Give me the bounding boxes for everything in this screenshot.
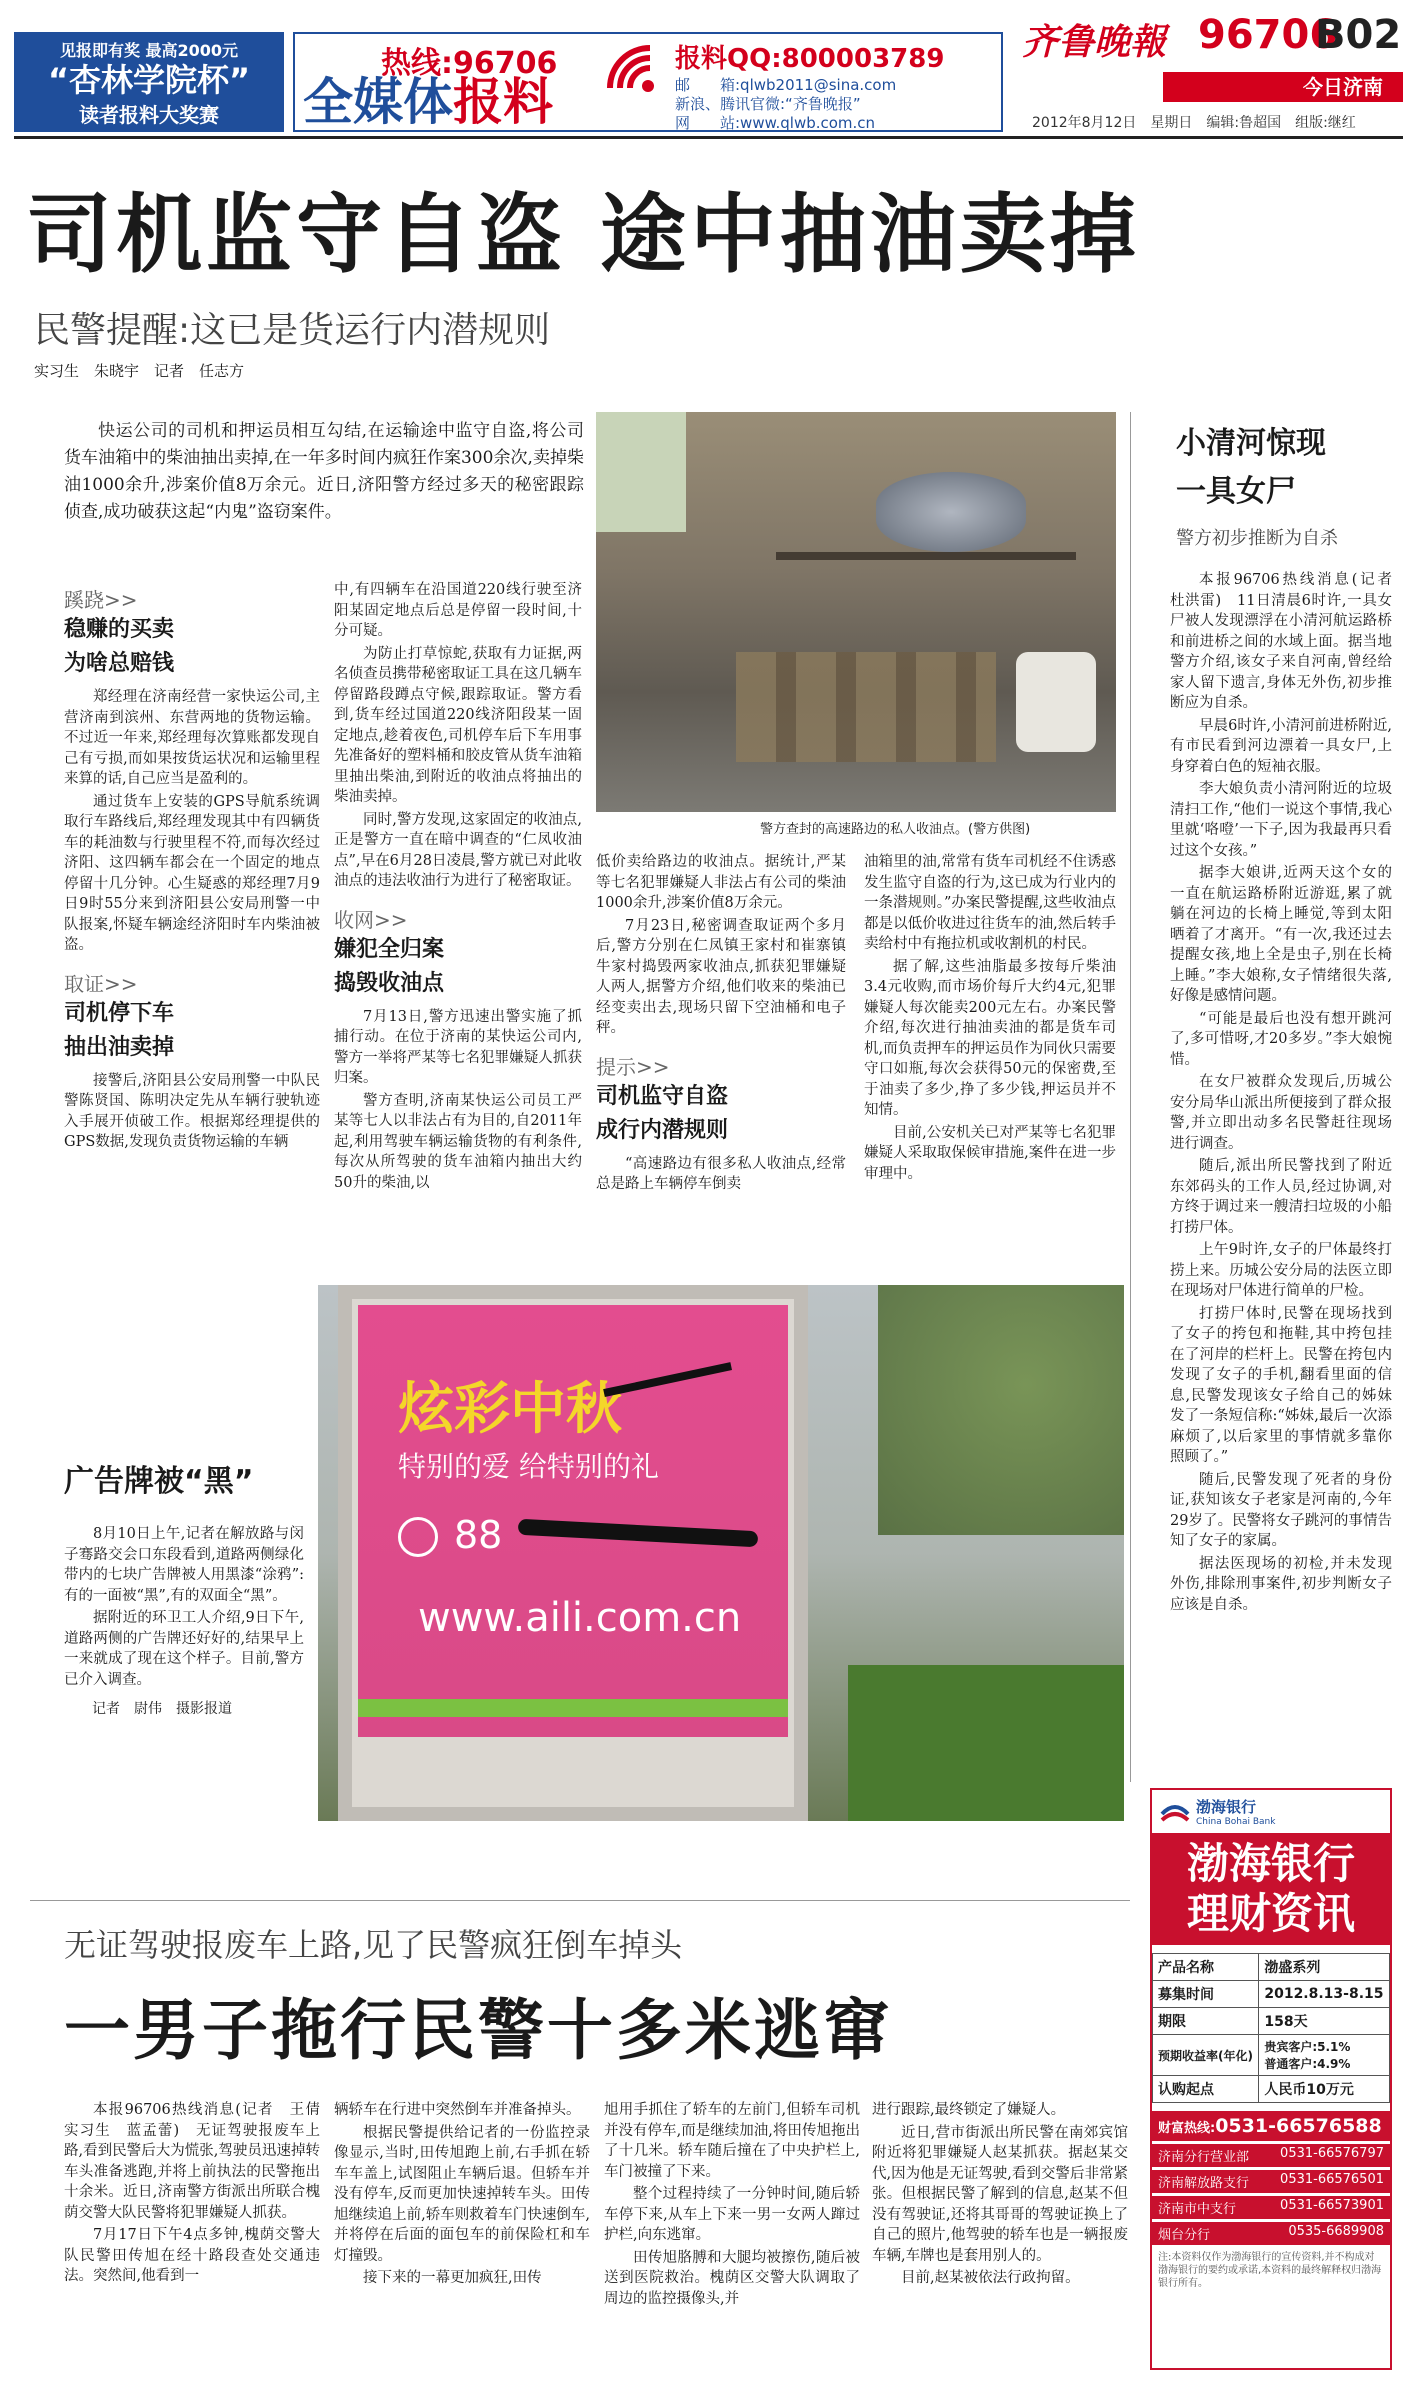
branch-phone: 0531-66573901 [1280,2198,1384,2213]
photo-white-can [1016,652,1096,752]
ad-min-row [1153,2076,1390,2103]
masthead [0,0,1417,140]
hotline-number: 96706 [453,46,558,81]
billboard-text-2: 特别的爱 给特别的礼 [398,1450,659,1483]
lead-in-1: 蹊跷>> [64,588,138,612]
date: 2012年8月12日 [1032,115,1137,131]
bottom-kicker: 无证驾驶报废车上路,见了民警疯狂倒车掉头 [64,1926,683,1964]
billboard-photo [318,1285,1124,1821]
photo-credit: 记者 尉伟 摄影报道 [92,1701,232,1717]
branch-phone: 0531-66576797 [1280,2146,1384,2161]
branch-name: 济南分行营业部 [1158,2150,1250,2165]
section-banner: 今日济南 [1163,72,1403,102]
paragraph: 通过货车上安装的GPS导航系统调取行车路线后,郑经理发现其中有四辆货车的耗油数与行驶里程不符,而每次经过济阳、这四辆车都会在一个固定的地点停留十几分钟。心生疑惑的郑经理7月9日9时55分来到济阳县公安局刑警一中队报案,怀疑车辆途经济阳时车内柴油被盗。 [64,793,320,953]
weibo-line: 新浪、腾讯官微:“齐鲁晚报” [675,95,861,113]
ad-note: 注:本资料仅作为渤海银行的宣传资料,并不构成对渤海银行的要约或承诺,本资料的最终解释权归渤海银行所有。 [1158,2252,1382,2289]
paragraph: 郑经理在济南经营一家快运公司,主营济南到滨州、东营两地的货物运输。不过近一年来,郑经理每次算账都发现自己有亏损,而如果按货运状况和运输里程来算的话,自己应当是盈利的。 [64,689,320,787]
media-title-b: 报料 [453,73,553,131]
bank-logo-icon [1160,1800,1190,1824]
lead-col-1 [64,584,320,1274]
ad-min-value: 人民币10万元 [1259,2076,1390,2103]
branch-row [1152,2170,1390,2193]
ad-title-block [1152,1833,1390,1945]
paragraph: 接下来的一幕更加疯狂,田传 [363,2270,542,2286]
billboard-text-3: 88 [454,1513,503,1557]
paragraph: 早晨6时许,小清河前进桥附近,有市民看到河边漂着一具女尸,上身穿着白色的短袖衣服。 [1170,717,1392,775]
ad-yield-b: 普通客户:4.9% [1264,2057,1351,2071]
media-title [303,74,553,130]
bank-logo-cn: 渤海银行 [1196,1798,1257,1816]
paper-name: 齐鲁晚報 [1022,21,1167,63]
paragraph: 同时,警方发现,这家固定的收油点,正是警方一直在暗中调查的“仁凤收油点”,早在6月28日凌晨,警方就已对此收油点的违法收油行为进行了秘密取证。 [334,811,582,889]
photo-window [596,412,686,532]
side-story [1150,420,1407,1780]
column-divider [1130,412,1131,1782]
ad-row-value: 2012.8.13-8.15 [1259,1981,1390,2008]
branch-phone: 0531-66576501 [1280,2172,1384,2187]
paragraph: 旭用手抓住了轿车的左前门,但轿车司机并没有停车,而是继续加油,将田传旭拖出了十几米。轿车随后撞在了中央护栏上,车门被撞了下来。 [604,2102,860,2180]
bank-ad [1150,1788,1392,2370]
ad-row-label: 期限 [1153,2008,1259,2035]
paragraph: 据附近的环卫工人介绍,9日下午,道路两侧的广告牌还好好的,结果早上一来就成了现在这个样子。目前,警方已介入调查。 [64,1610,304,1688]
ad-title-2: 理财资讯 [1186,1889,1355,1938]
paragraph: 接警后,济阳县公安局刑警一中队民警陈贤国、陈明决定先从车辆行驶轨迹入手展开侦破工作。根据郑经理提供的GPS数据,发现负责货物运输的车辆 [64,1072,320,1150]
paragraph: 本报96706热线消息(记者 杜洪雷) 11日清晨6时许,一具女尸被人发现漂浮在小清河航运路桥和前进桥之间的水域上面。据当地警方介绍,该女子来自河南,曾经给家人留下遗言,身体无外伤,初步推断应为自杀。 [1170,572,1407,711]
photo-trees [878,1285,1124,1535]
ad-hotline-number: 0531-66576588 [1215,2115,1382,2137]
ad-row-value: 158天 [1259,2008,1390,2035]
bottom-col-3 [604,2100,860,2370]
paragraph: 本报96706热线消息(记者 王倩 实习生 蓝孟蕾) 无证驾驶报废车上路,看到民警后大为慌张,驾驶员迅速掉转车头准备逃跑,并将上前执法的民警拖出十余米。近日,济南警方街派出所联合槐荫交警大队民警将犯罪嫌疑人抓获。 [64,2102,335,2221]
bank-logo-row [1152,1790,1390,1833]
paragraph: 在女尸被群众发现后,历城公安分局华山派出所便接到了群众报警,并立即出动多名民警赶往现场进行调查。 [1170,1074,1392,1152]
bottom-col-1 [64,2100,335,2370]
ad-yield-a: 贵宾客户:5.1% [1264,2040,1351,2054]
masthead-rule [14,136,1403,139]
subhead-3b: 捣毁收油点 [334,970,445,996]
bottom-rule [30,1900,1130,1901]
subhead-1a: 稳赚的买卖 [64,617,175,642]
billboard-text-4: www.aili.com.cn [418,1595,742,1641]
lead-in-3: 收网>> [334,907,408,932]
paragraph: 低价卖给路边的收油点。据统计,严某等七名犯罪嫌疑人非法占有公司的柴油1000余升,涉案价值8万余元。 [596,854,846,911]
ad-row [1153,2008,1390,2035]
lead-col-2 [334,580,582,1274]
promo-main: “杏林学院杯” [47,61,251,99]
paragraph: 7月23日,秘密调查取证两个多月后,警方分别在仁凤镇王家村和崔寨镇牛家村捣毁两家收油点,抓获犯罪嫌疑人两人,据警方介绍,他们收来的柴油已经变卖出去,现场只留下空油桶和电子秤。 [596,917,846,1036]
signal-icon [600,38,660,98]
branch-row [1152,2196,1390,2219]
lead-intro: 快运公司的司机和押运员相互勾结,在运输途中监守自盗,将公司货车油箱中的柴油抽出卖掉,在一年多时间内疯狂作案300余次,卖掉柴油1000余升,涉案价值8万余元。近日,济阳警方经过多天的秘密跟踪侦查,成功破获这起“内鬼”盗窃案件。 [64,421,584,522]
hotline-label: 热线: [381,46,453,81]
qq-label: 报料QQ: [675,44,782,74]
branch-row [1152,2222,1390,2245]
paragraph: 近日,营市街派出所民警在南郊宾馆附近将犯罪嫌疑人赵某抓获。据赵某交代,因为他是无证驾驶,看到交警后非常紧张。但根据民警了解到的信息,赵某不但没有驾驶证,还将其哥哥的驾驶证换上了自己的照片,他驾驶的轿车也是一辆报废车辆,车牌也是套用别人的。 [872,2124,1128,2264]
lead-in-2: 取证>> [64,971,138,996]
lead-col-4 [864,852,1116,1272]
graffiti-mark [518,1519,759,1548]
photo-drum [876,472,1026,552]
ad-row-label: 募集时间 [1153,1981,1259,2008]
paragraph: 据李大娘讲,近两天这个女的一直在航运路桥附近游逛,累了就躺在河边的长椅上睡觉,等到太阳晒着了才离开。“有一次,我还过去提醒女孩,地上全是虫子,别在长椅上睡。”李大娘称,女子情绪很失落,好像是感情问题。 [1170,865,1392,1004]
ad-table [1152,1953,1390,2103]
side-title-1: 小清河惊现 [1176,426,1326,461]
bottom-col-4 [872,2100,1128,2370]
paragraph: 中,有四辆车在沿国道220线行驶至济阳某固定地点后总是停留一段时间,十分可疑。 [334,582,582,639]
paragraph: 随后,派出所民警找到了附近东郊码头的工作人员,经过协调,对方终于调过来一艘清扫垃圾的小船打捞尸体。 [1170,1158,1392,1236]
paragraph: “可能是最后也没有想开跳河了,多可惜呀,才20多岁。”李大娘惋惜。 [1170,1010,1392,1068]
side-body [1170,570,1407,1740]
branch-row [1152,2144,1390,2167]
paragraph: 油箱里的油,常常有货车司机经不住诱惑发生监守自盗的行为,这已成为行业内的一条潜规则。”办案民警提醒,这些收油点都是以低价收进过往货车的油,然后转手卖给村中有拖拉机或收割机的村民。 [864,854,1116,952]
paper-hotline: 96706 [1198,12,1338,58]
branch-phone: 0535-6689908 [1288,2224,1384,2239]
paragraph: 打捞尸体时,民警在现场找到了女子的挎包和拖鞋,其中挎包挂在了河岸的栏杆上。民警在挎包内发现了女子的手机,翻看里面的信息,民警发现该女子给自己的姊妹发了一条短信称:“姊妹,最后一次添麻烦了,以后家里的事情就多靠你照顾了。” [1170,1305,1392,1465]
layout: 组版:继红 [1295,115,1356,131]
paragraph: 进行跟踪,最终锁定了嫌疑人。 [872,2102,1066,2118]
promo-top: 见报即有奖 最高2000元 [59,41,239,60]
subhead-2b: 抽出油卖掉 [64,1034,175,1060]
billboard-story [64,1456,314,1776]
branch-list [1152,2144,1390,2245]
branch-name: 济南市中支行 [1158,2202,1237,2217]
ad-min-label: 认购起点 [1153,2076,1259,2103]
website-line: 网 站:www.qlwb.com.cn [675,114,876,132]
paragraph: 8月10日上午,记者在解放路与闵子骞路交会口东段看到,道路两侧绿化带内的七块广告牌被人用黑漆“涂鸦”:有的一面被“黑”,有的双面全“黑”。 [64,1526,304,1604]
ad-yield-row [1153,2035,1390,2076]
side-title-2: 一具女尸 [1176,474,1296,509]
media-box [293,32,1003,132]
paragraph: 随后,民警发现了死者的身份证,获知该女子老家是河南的,今年29岁了。民警将女子跳河的事情告知了女子的家属。 [1170,1471,1392,1549]
lead-in-4: 提示>> [596,1054,670,1079]
paragraph: 7月17日下午4点多钟,槐荫交警大队民警田传旭在经十路段查处交通违法。突然间,他看到一 [64,2227,320,2284]
lead-subhead: 民警提醒:这已是货运行内潜规则 [34,310,551,351]
side-subtitle: 警方初步推断为自杀 [1176,528,1338,549]
weekday: 星期日 [1150,115,1193,131]
qq-number: 800003789 [781,44,945,74]
subhead-1b: 为啥总赔钱 [64,651,175,676]
ad-hotline-label: 财富热线: [1158,2121,1216,2136]
bottom-headline: 一男子拖行民警十多米逃窜 [64,1992,892,2069]
paragraph: 整个过程持续了一分钟时间,随后轿车停下来,从车上下来一男一女两人蹿过护栏,向东逃窜。 [604,2186,860,2243]
lead-photo [596,412,1116,812]
billboard-text-1: 炫彩中秋 [398,1377,622,1442]
billboard-panel [358,1305,788,1737]
branch-name: 济南解放路支行 [1158,2176,1250,2191]
paragraph: 上午9时许,女子的尸体最终打捞上来。历城公安分局的法医立即在现场对尸体进行简单的尸检。 [1170,1242,1392,1299]
paragraph: 警方查明,济南某快运公司员工严某等七人以非法占有为目的,自2011年起,利用驾驶车辆运输货物的有利条件,每次从所驾驶的货车油箱内抽出大约50升的柴油,以 [334,1092,582,1191]
branch-name: 烟台分行 [1158,2228,1211,2243]
paragraph: 目前,赵某被依法行政拘留。 [901,2270,1080,2286]
lead-byline: 实习生 朱晓宇 记者 任志方 [34,362,245,380]
paragraph: 据了解,这些油脂最多按每斤柴油3.4元收购,而市场价每斤大约4元,犯罪嫌疑人每次能卖200元左右。办案民警介绍,每次进行抽油卖油的都是货车司机,而负责押车的押运员作为同伙只需要守口如瓶,每次会获得50元的保密费,至于油卖了多少,挣了多少钱,押运员并不知情。 [864,958,1116,1118]
bottom-col-2 [334,2100,590,2370]
lead-headline: 司机监守自盗 途中抽油卖掉 [26,185,1140,285]
subhead-4a: 司机监守自盗 [596,1083,729,1109]
lead-photo-caption: 警方查封的高速路边的私人收油点。(警方供图) [760,822,1031,837]
ad-hotline [1152,2111,1390,2141]
promo-sub: 读者报料大奖赛 [79,103,219,127]
paragraph: 据法医现场的初检,并未发现外伤,排除刑事案件,初步判断女子应该是自杀。 [1170,1555,1392,1613]
subhead-4b: 成行内潜规则 [596,1117,729,1143]
ad-yield-values [1259,2035,1390,2076]
paragraph: 为防止打草惊蛇,获取有力证据,两名侦查员携带秘密取证工具在这几辆车停留路段蹲点守候,跟踪取证。警方看到,货车经过国道220线济阳段某一固定地点,趁着夜色,司机停车后下车用事先准备好的塑料桶和胶皮管从货车油箱里抽出柴油,到附近的收油点将抽出的柴油卖掉。 [334,645,582,805]
paragraph: “高速路边有很多私人收油点,经常总是路上车辆停车倒卖 [596,1155,846,1192]
billboard-icon [398,1517,438,1557]
bank-logo-en: China Bohai Bank [1196,1817,1276,1827]
ad-row-label: 产品名称 [1153,1954,1259,1981]
photo-cans [736,652,996,762]
ad-row [1153,1981,1390,2008]
editor: 编辑:鲁超国 [1206,115,1282,131]
paragraph: 目前,公安机关已对严某等七名犯罪嫌疑人采取取保候审措施,案件在进一步审理中。 [864,1124,1116,1182]
ad-yield-label: 预期收益率(年化) [1153,2035,1259,2076]
email-line: 邮 箱:qlwb2011@sina.com [675,76,897,94]
ad-row [1153,1954,1390,1981]
photo-rack [776,552,1076,560]
paragraph: 根据民警提供给记者的一份监控录像显示,当时,田传旭跑上前,右手抓在轿车车盖上,试图阻止车辆后退。但轿车并没有停车,反而更加快速掉转车头。田传旭继续追上前,轿车则救着车门快速倒车,并将停在后面的面包车的前保险杠和车灯撞毁。 [334,2124,590,2264]
ad-title-1: 渤海银行 [1186,1839,1355,1888]
graffiti-mark [603,1362,743,1448]
qq-line [675,38,944,75]
paragraph: 李大娘负责小清河附近的垃圾清扫工作,“他们一说这个事情,我心里就‘咯噔’一下子,因为我最再只看过这个女孩。” [1170,781,1392,859]
page-number: B02 [1315,12,1402,58]
paragraph: 辆轿车在行进中突然倒车并准备掉头。 [334,2102,581,2118]
promo-box [14,32,284,132]
paragraph: 7月13日,警方迅速出警实施了抓捕行动。在位于济南的某快运公司内,警方一举将严某等七名犯罪嫌疑人抓获归案。 [334,1008,582,1086]
photo-hedge [848,1665,1124,1821]
dateline [1032,112,1356,132]
media-title-a: 全媒体 [303,73,453,131]
subhead-3a: 嫌犯全归案 [334,936,445,962]
lead-col-3 [596,852,846,1272]
paragraph: 田传旭胳膊和大腿均被擦伤,随后被送到医院救治。槐荫区交警大队调取了周边的监控摄像头,并 [604,2249,860,2307]
subhead-2a: 司机停下车 [64,1000,175,1026]
billboard-title: 广告牌被“黑” [64,1464,254,1499]
ad-row-value: 渤盛系列 [1259,1954,1390,1981]
billboard-stripe [358,1699,788,1717]
billboard-frame [338,1285,808,1821]
